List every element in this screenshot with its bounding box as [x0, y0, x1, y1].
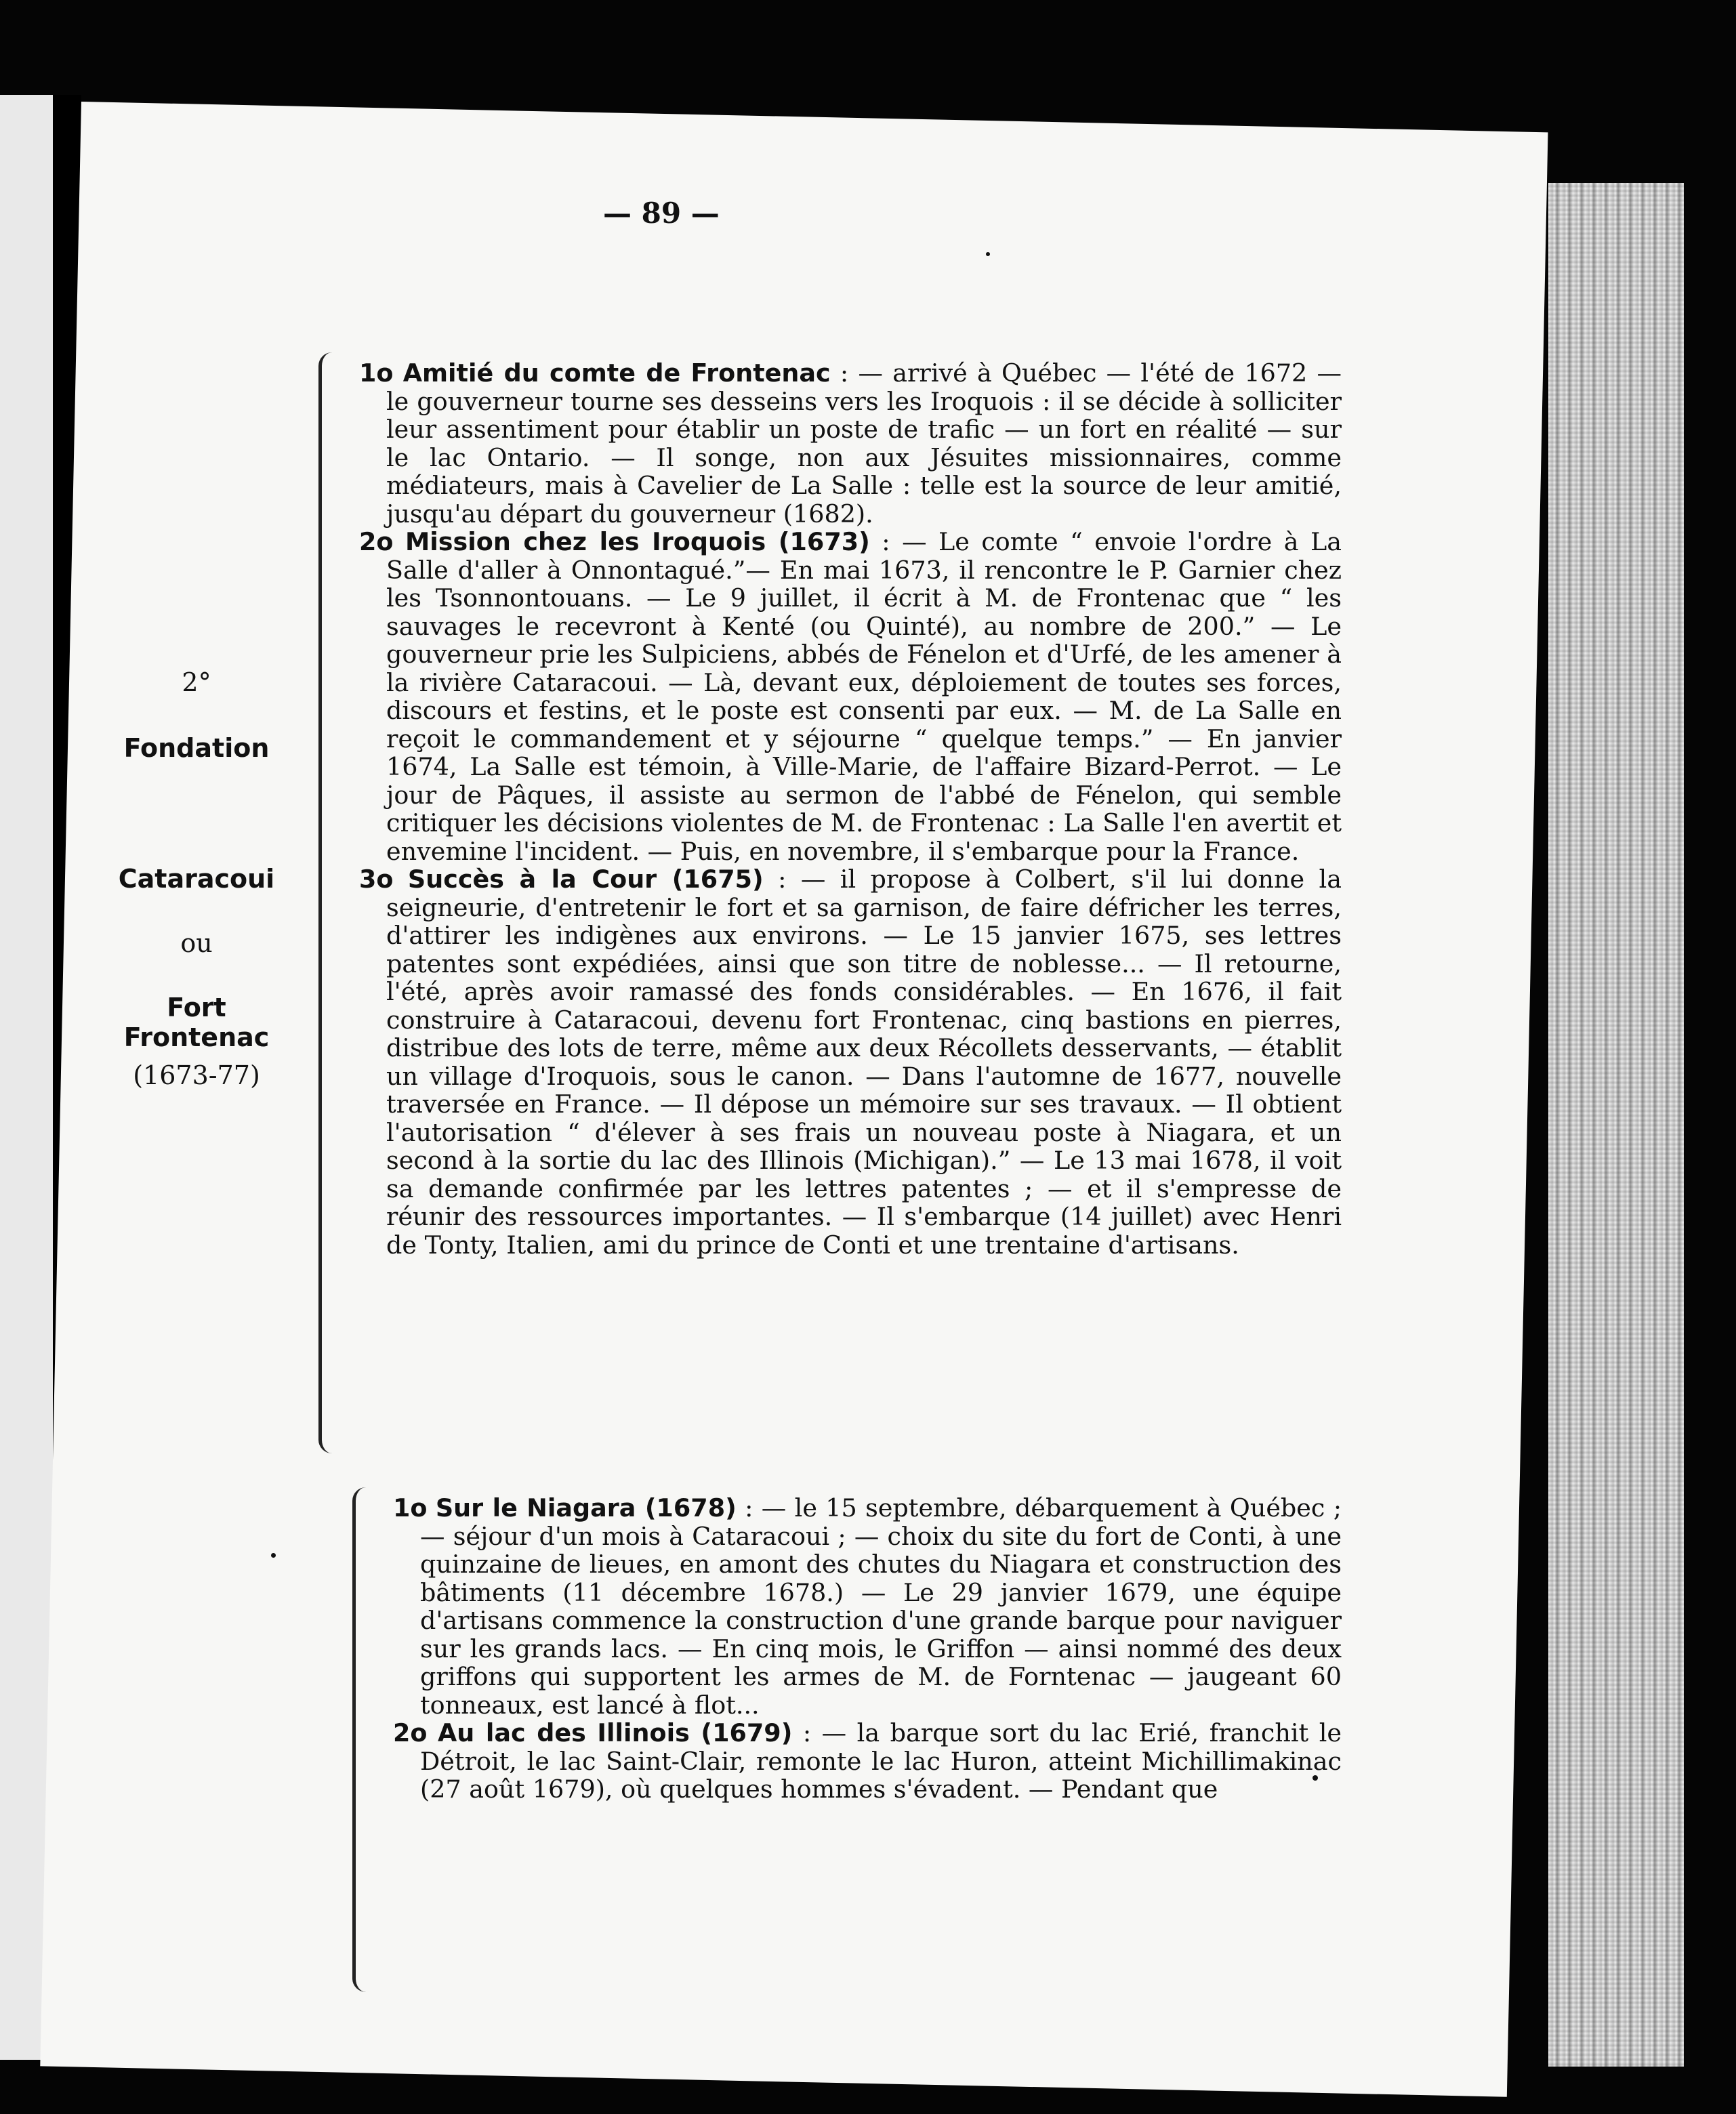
- margin-place: Cataracoui: [118, 864, 275, 894]
- entry-2: [359, 528, 1342, 865]
- speck: [271, 1553, 276, 1558]
- speck: [1313, 1775, 1318, 1781]
- entry-heading: Mission chez les Iroquois (1673): [405, 527, 870, 556]
- speck: [986, 252, 990, 256]
- section-brace-1: [318, 352, 349, 1453]
- entry-3: [359, 865, 1342, 1259]
- section-brace-2: [352, 1487, 383, 1992]
- margin-years: (1673-77): [133, 1060, 260, 1090]
- margin-fort: Fort Frontenac: [123, 993, 270, 1052]
- margin-ordinal: 2°: [182, 667, 211, 697]
- margin-conj: ou: [180, 928, 213, 958]
- section-2: [393, 1494, 1342, 1804]
- entry-text: : — la barque sort du lac Erié, franchit le Détroit, le lac Saint-Clair, remonte le lac Huron, atteint Michillimakinac (27 août 1679), où quelques hommes s'évadent. — Pendant que: [420, 1718, 1342, 1804]
- entry-heading: Au lac des Illinois (1679): [437, 1718, 793, 1747]
- margin-title: Fondation: [123, 733, 270, 763]
- entry-number: 3o: [359, 865, 394, 894]
- entry-text: : — Le comte “ envoie l'ordre à La Salle d'aller à Onnontagué.”— En mai 1673, il rencontre le P. Garnier chez les Tsonnontouans. — Le 9 juillet, il écrit à M. de Frontenac que “ les sauvages le recevront à Kenté (ou Quinté), au nombre de 200.” — Le gouverneur prie les Sulpiciens, abbés de Fénelon et d'Urfé, de les amener à la rivière Cataracoui. — Là, devant eux, déploiement de toutes ses forces, discours et festins, et le poste est consenti par eux. — M. de La Salle en reçoit le commandement et y séjourne “ quelque temps.” — En janvier 1674, La Salle est témoin, à Ville-Marie, de l'affaire Bizard-Perrot. — Le jour de Pâques, il assiste au sermon de l'abbé de Fénelon, qui semble critiquer les décisions violentes de M. de Frontenac : La Salle l'en avertit et envemine l'incident. — Puis, en novembre, il s'embarque pour la France.: [386, 527, 1342, 866]
- entry-text: : — le 15 septembre, débarquement à Québec ; — séjour d'un mois à Cataracoui ; — choix du site du fort de Conti, à une quinzaine de lieues, en amont des chutes du Niagara et construction des bâtiments (11 décembre 1678.) — Le 29 janvier 1679, une équipe d'artisans commence la construction d'une grande barque pour naviguer sur les grands lacs. — En cinq mois, le Griffon — ainsi nommé des deux griffons qui supportent les armes de M. de Forntenac — jaugeant 60 tonneaux, est lancé à flot...: [420, 1493, 1342, 1720]
- entry-heading: Succès à la Cour (1675): [407, 865, 764, 894]
- page-edges: [1548, 183, 1684, 2067]
- left-page: [0, 95, 53, 2060]
- entry-text: : — arrivé à Québec — l'été de 1672 — le gouverneur tourne ses desseins vers les Iroquois : il se décide à solliciter leur assentiment pour établir un poste de trafic — un fort en réalité — sur le lac Ontario. — Il songe, non aux Jésuites missionnaires, comme médiateurs, mais à Cavelier de La Salle : telle est la source de leur amitié, jusqu'au départ du gouverneur (1682).: [386, 358, 1342, 528]
- entry-number: 2o: [393, 1718, 428, 1747]
- entry-1: [393, 1494, 1342, 1719]
- section-1: [359, 359, 1342, 1259]
- entry-number: 2o: [359, 527, 394, 556]
- entry-heading: Amitié du comte de Frontenac: [402, 358, 831, 388]
- entry-number: 1o: [359, 358, 394, 388]
- entry-2: [393, 1719, 1342, 1804]
- page-number: — 89 —: [603, 196, 720, 230]
- entry-heading: Sur le Niagara (1678): [435, 1493, 737, 1522]
- entry-number: 1o: [393, 1493, 428, 1522]
- entry-1: [359, 359, 1342, 528]
- entry-text: : — il propose à Colbert, s'il lui donne la seigneurie, d'entretenir le fort et sa garnison, de faire défricher les terres, d'attirer les indigènes aux environs. — Le 15 janvier 1675, ses lettres patentes sont expédiées, ainsi que son titre de noblesse... — Il retourne, l'été, après avoir ramassé des fonds considérables. — En 1676, il fait construire à Cataracoui, devenu fort Frontenac, cinq bastions en pierres, distribue des lots de terre, même aux deux Récollets desservants, — établit un village d'Iroquois, sous le canon. — Dans l'automne de 1677, nouvelle traversée en France. — Il dépose un mémoire sur ses travaux. — Il obtient l'autorisation “ d'élever à ses frais un nouveau poste à Niagara, et un second à la sortie du lac des Illinois (Michigan).” — Le 13 mai 1678, il voit sa demande confirmée par les lettres patentes ; — et il s'empresse de réunir des ressources importantes. — Il s'embarque (14 juillet) avec Henri de Tonty, Italien, ami du prince de Conti et une trentaine d'artisans.: [386, 865, 1342, 1260]
